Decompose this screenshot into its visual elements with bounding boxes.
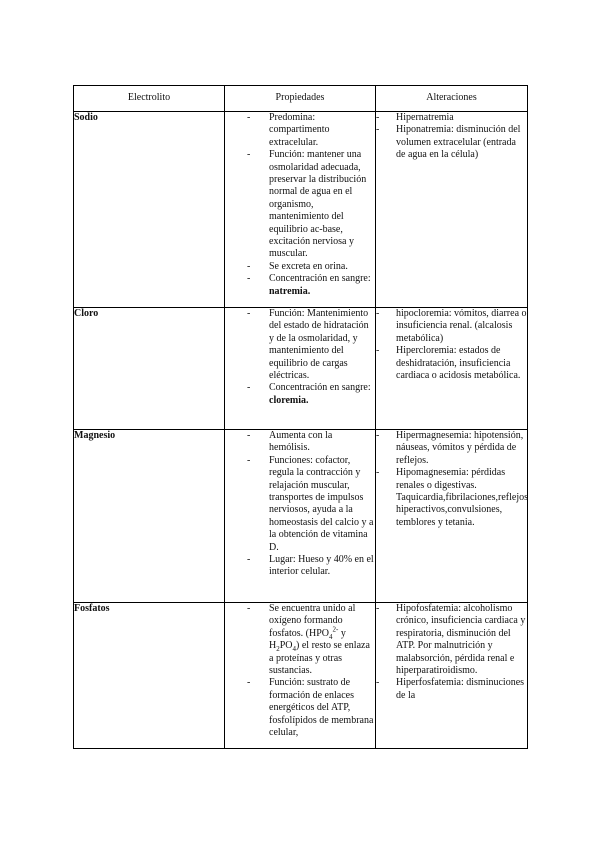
- subscript: 4: [292, 645, 297, 654]
- list-item: - Funciones: cofactor, regula la contracción y relajación muscular, transportes de impulsos nerviosos, ayuda a la homeostasis del calcio y a la obtención de vitamina D.: [225, 455, 375, 554]
- header-electrolito: Electrolito: [74, 86, 225, 112]
- list-item: - Predomina: compartimento extracelular.: [225, 112, 375, 149]
- list-item: - Función: sustrato de formación de enlaces energéticos del ATP, fosfolípidos de membrana celular,: [225, 677, 375, 739]
- superscript: 2-: [332, 625, 339, 634]
- electrolyte-name: Magnesio: [74, 430, 225, 603]
- alterations-cell: [376, 112, 528, 308]
- electrolyte-name: Sodio: [74, 112, 225, 308]
- list-item: [225, 273, 375, 298]
- list-item: - Hiperfosfatemia: disminuciones de la: [376, 677, 527, 702]
- list-item: - Hipercloremia: estados de deshidratación, insuficiencia cardiaca o acidosis metabólica.: [376, 345, 527, 382]
- list-item: - Función: Mantenimiento del estado de hidratación y de la osmolaridad, y mantenimiento del equilibrio de cargas eléctricas.: [225, 308, 375, 382]
- item-text: Concentración en sangre:: [269, 273, 371, 285]
- item-text: ) el resto se enlaza a proteínas y otras sustancias.: [269, 640, 370, 677]
- properties-cell: [225, 430, 376, 603]
- table-row: [74, 430, 528, 603]
- alterations-cell: [376, 308, 528, 430]
- properties-cell: [225, 112, 376, 308]
- list-item: - Se excreta en orina.: [225, 261, 375, 273]
- list-item: - Hipomagnesemia: pérdidas renales o digestivas. Taquicardia,fibrilaciones,reflejos hiperactivos,convulsiones, temblores y tetania.: [376, 467, 527, 529]
- bold-term: cloremia.: [269, 394, 309, 406]
- item-text: Concentración en sangre:: [269, 382, 371, 394]
- table-row: [74, 603, 528, 749]
- electrolyte-name: Fosfatos: [74, 603, 225, 749]
- list-item: - Hipermagnesemia: hipotensión, náuseas, vómitos y pérdida de reflejos.: [376, 430, 527, 467]
- electrolytes-table: [73, 85, 528, 749]
- item-text: Se encuentra unido al oxígeno formando fosfatos. (HPO: [269, 603, 356, 639]
- alterations-cell: [376, 603, 528, 749]
- table-row: [74, 308, 528, 430]
- item-text: PO: [279, 640, 293, 652]
- subscript: 4: [329, 632, 333, 641]
- list-item: [225, 382, 375, 407]
- list-item: - Función: mantener una osmolaridad adecuada, preservar la distribución normal de agua en el organismo, mantenimiento del equilibrio ac-base, excitación nerviosa y muscular.: [225, 149, 375, 261]
- electrolyte-name: Cloro: [74, 308, 225, 430]
- properties-cell: [225, 308, 376, 430]
- header-propiedades: Propiedades: [225, 86, 376, 112]
- list-item: - Hipofosfatemia: alcoholismo crónico, insuficiencia cardiaca y respiratoria, disminución del ATP. Por malnutrición y malabsorción, pérdida renal e hiperparatiroidismo.: [376, 603, 527, 677]
- properties-cell: [225, 603, 376, 749]
- list-item: [225, 603, 375, 677]
- header-alteraciones: Alteraciones: [376, 86, 528, 112]
- list-item: - Hipernatremia: [376, 112, 527, 124]
- list-item: - Aumenta con la hemólisis.: [225, 430, 375, 455]
- alterations-cell: [376, 430, 528, 603]
- list-item: - Hiponatremia: disminución del volumen extracelular (entrada de agua en la célula): [376, 124, 527, 161]
- subscript: 2: [276, 645, 280, 654]
- list-item: - Lugar: Hueso y 40% en el interior celular.: [225, 554, 375, 579]
- item-text: y H: [269, 627, 346, 652]
- table-row: [74, 112, 528, 308]
- table-header-row: [74, 86, 528, 112]
- bold-term: natremia.: [269, 285, 311, 297]
- list-item: - hipocloremia: vómitos, diarrea o insuficiencia renal. (alcalosis metabólica): [376, 308, 527, 345]
